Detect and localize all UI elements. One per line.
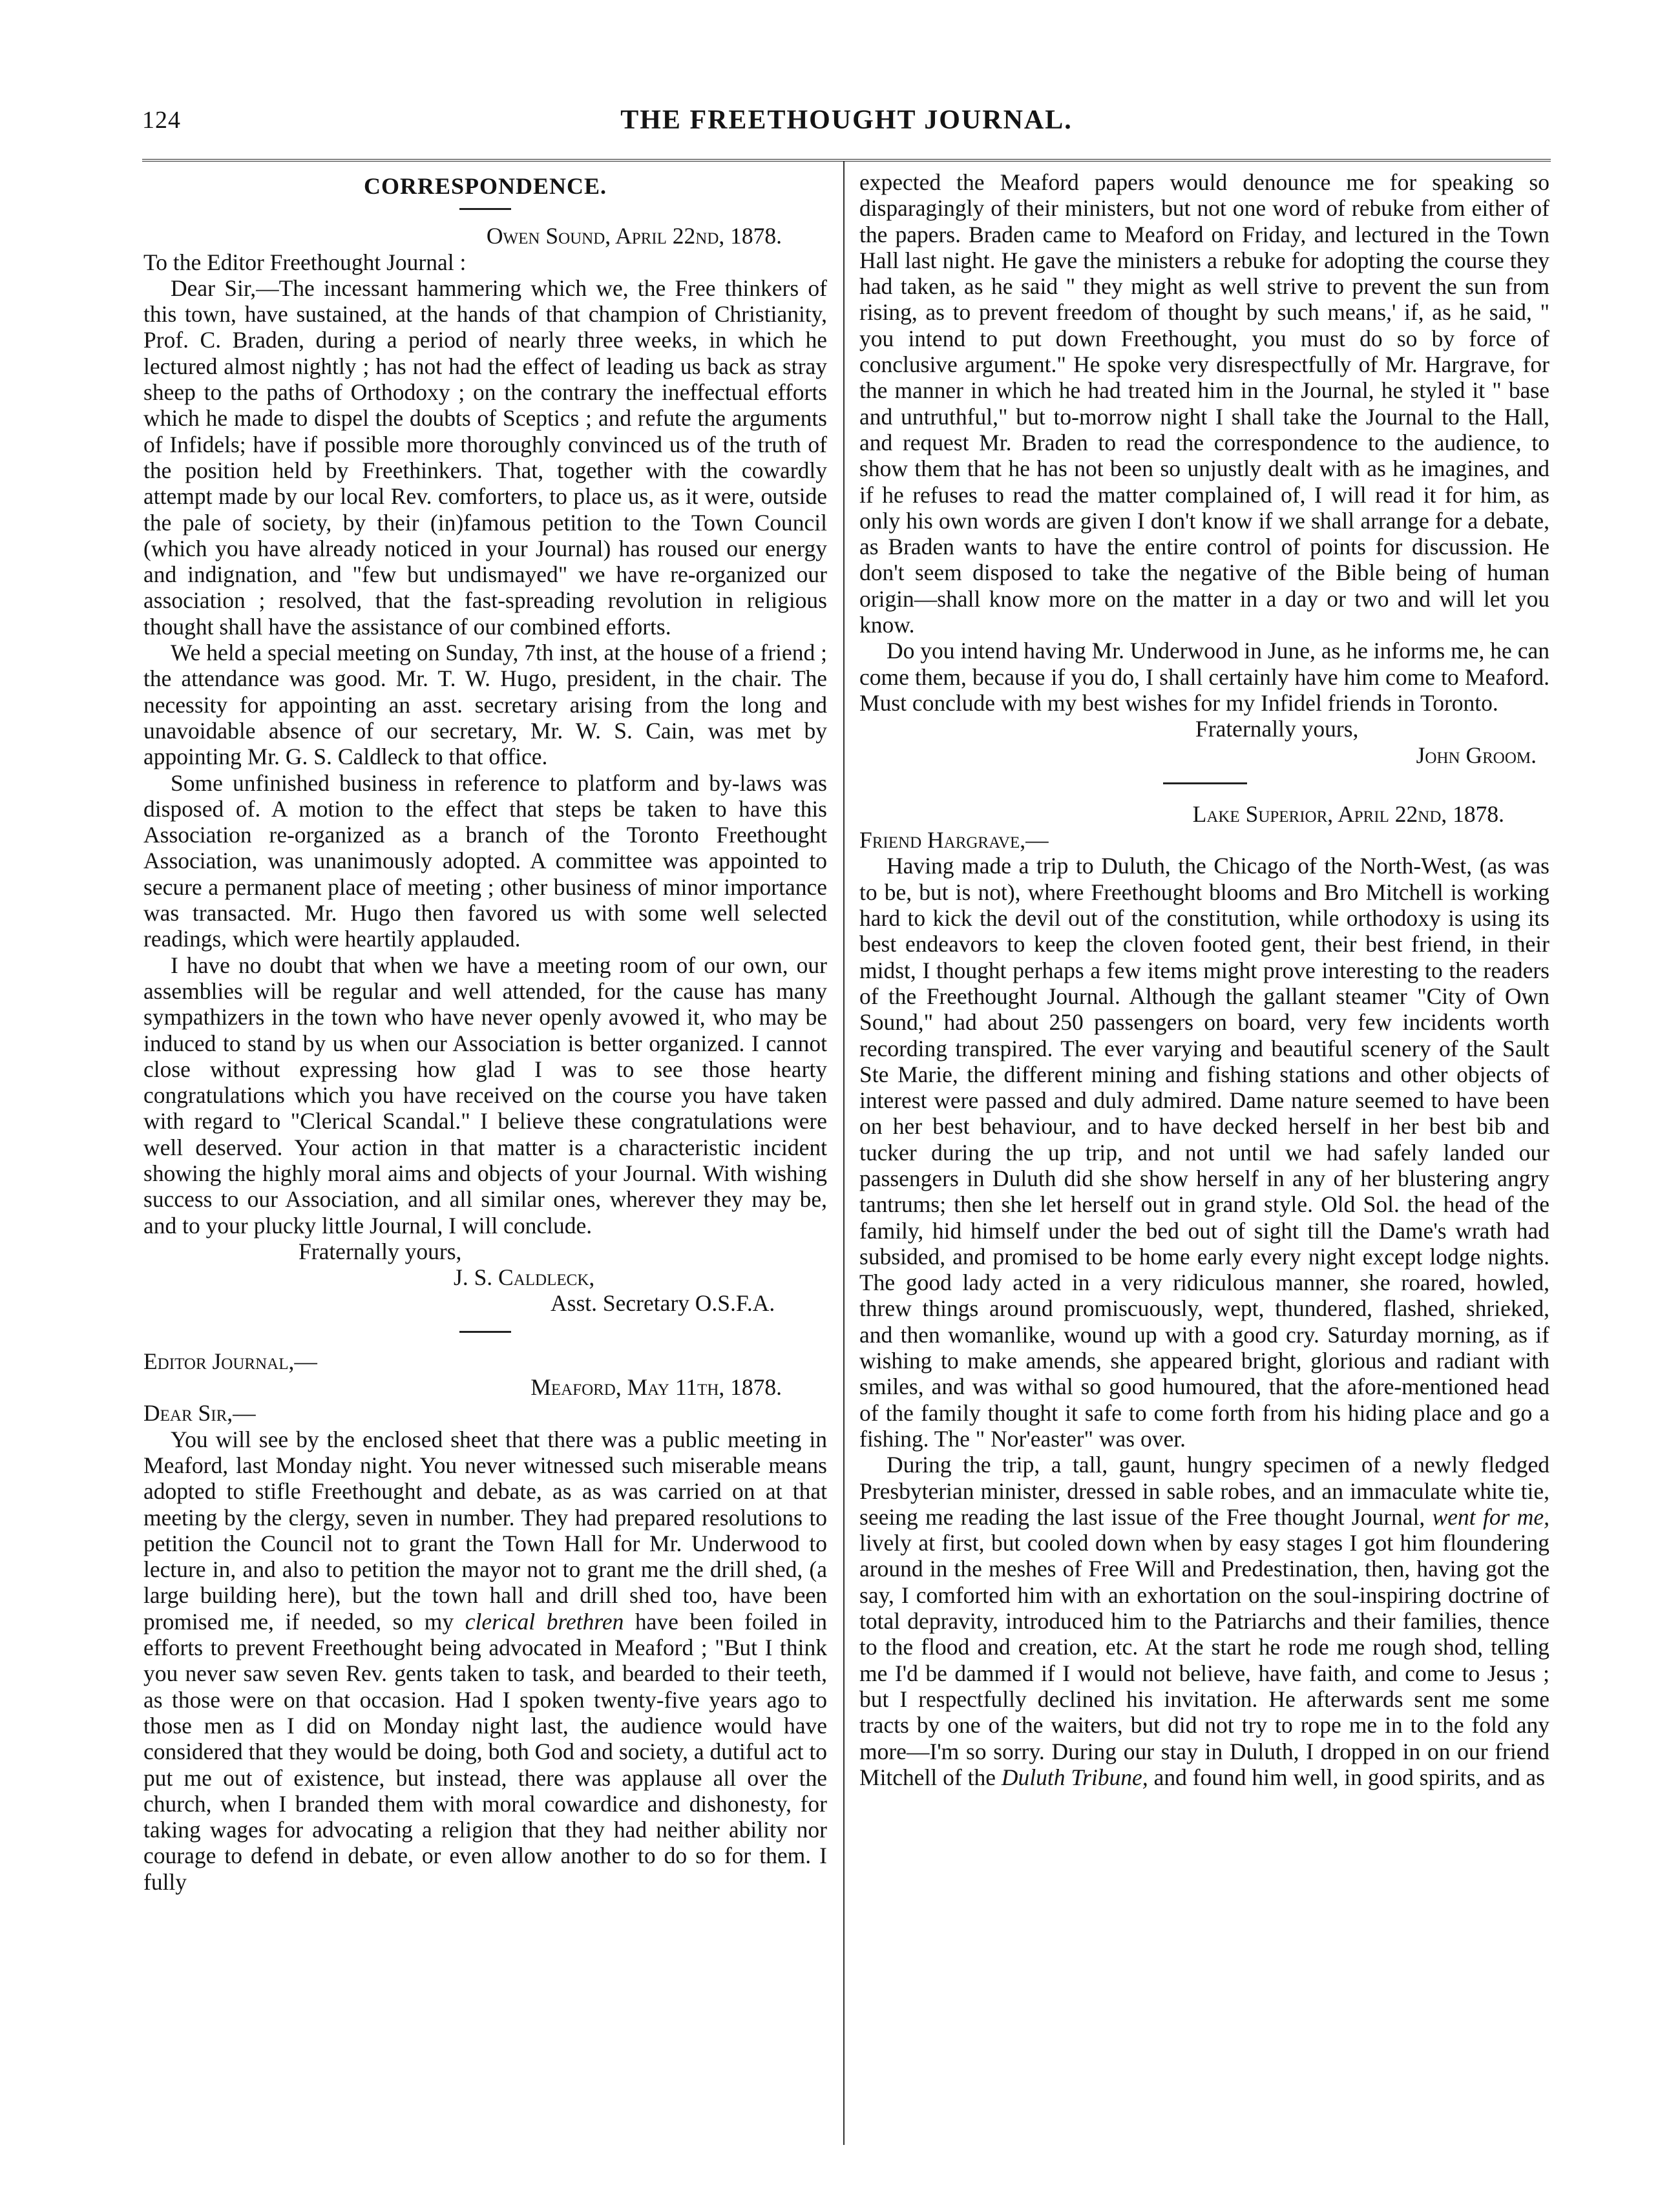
letter-meaford-continued <box>859 169 1549 768</box>
signature-title: Asst. Secretary O.S.F.A. <box>551 1290 775 1317</box>
journal-title: THE FREETHOUGHT JOURNAL. <box>620 105 1073 135</box>
dateline: Owen Sound, April 22nd, 1878. <box>486 223 782 249</box>
italic-text: went for me, <box>1432 1503 1549 1530</box>
letter-owen-sound <box>143 223 827 1316</box>
left-column <box>143 169 827 1895</box>
text-run: and found him well, in good spirits, and as <box>1148 1764 1545 1790</box>
page-number: 124 <box>142 107 181 134</box>
salutation: Friend Hargrave,— <box>859 827 1049 853</box>
salutation: Editor Journal,— <box>143 1348 317 1374</box>
signoff: Fraternally yours, <box>1195 716 1359 742</box>
paragraph: Dear Sir,—The incessant hammering which we, the Free thinkers of this town, have sustained, at the hands of that champion of Christianity, Prof. C. Braden, during a period of nearly three weeks, in which he lectured almost nightly ; has not had the effect of leading us back as stray sheep to the paths of Orthodoxy ; on the contrary the ineffectual efforts which he made to dispel the doubts of Sceptics ; and refute the arguments of Infidels; have if possible more thoroughly convinced us of the truth of the position held by Freethinkers. That, together with the cowardly attempt made by our local Rev. comforters, to place us, as it were, outside the pale of society, by their (in)famous petition to the Town Council (which you have already noticed in your Journal) has roused our energy and indignation, and "few but undismayed" we have re-organized our association ; resolved, that the fast-spreading revolution in religious thought shall have the assistance of our combined efforts. <box>143 275 827 640</box>
paragraph: Do you intend having Mr. Underwood in June, as he informs me, he can come them, because if you do, I shall certainly have him come to Meaford. Must conclude with my best wishes for my Infidel friends in Toronto. <box>859 638 1549 716</box>
signoff: Fraternally yours, <box>299 1238 462 1264</box>
section-rule <box>459 208 511 210</box>
letter-separator <box>1163 782 1247 784</box>
italic-text: clerical brethren <box>465 1608 624 1635</box>
text-run: You will see by the enclosed sheet that there was a public meeting in Meaford, last Monday night. You never witnessed such miserable means adopted to stifle Freethought and debate, as as was carried on at that meeting by the clergy, seven in number. They had prepared resolutions to petition the Council not to grant the Town Hall for Mr. Underwood to lecture in, and also to petition the mayor not to grant me the drill shed, (a large building here), but the town hall and drill shed too, have been promised me, if needed, so my <box>143 1426 827 1635</box>
letter-lake-superior <box>859 801 1549 1790</box>
greeting: Dear Sir,— <box>143 1400 256 1427</box>
paragraph: Having made a trip to Duluth, the Chicago of the North-West, (as was to be, but is not), where Freethought blooms and Bro Mitchell is working hard to kick the devil out of the constitution, while orthodoxy is using its best endeavors to keep the cloven footed gent, their best friend, in their midst, I thought perhaps a few items might prove interesting to the readers of the Freethought Journal. Although the gallant steamer "City of Own Sound," had about 250 passengers on board, very few incidents worth recording transpired. The ever varying and beautiful scenery of the Sault Ste Marie, the different mining and fishing stations and other objects of interest were passed and duly admired. Dame nature seemed to have been on her best behaviour, and to have decked herself in her best bib and tucker during the up trip, and not until we had safely landed our passengers in Duluth did she show herself in any of her blustering angry tantrums; then she let herself out in grand style. Old Sol. the head of the family, hid himself under the bed out of sight till the Dame's wrath had subsided, and promised to be home early every night except lodge nights. The good lady acted in a very ridiculous manner, she roared, howled, threw things around promiscuously, wept, thundered, flashed, shrieked, and then womanlike, wound up with a good cry. Saturday morning, as if wishing to make amends, she appeared bright, glorious and radiant with smiles, and was withal so good humoured, that the afore-mentioned head of the family thought it safe to come forth from his hiding place and go a fishing. The " Nor'easter" was over. <box>859 853 1549 1452</box>
paragraph: Some unfinished business in reference to platform and by-laws was disposed of. A motion to the effect that steps be taken to have this Association re-organized as a branch of the Toronto Freethought Association, was unanimously adopted. A committee was appointed to secure a permanent place of meeting ; other business of minor importance was transacted. Mr. Hugo then favored us with some well selected readings, which were heartily applauded. <box>143 769 827 952</box>
right-column <box>859 169 1549 1790</box>
paragraph <box>859 1452 1549 1790</box>
header-rule <box>142 159 1551 162</box>
letter-separator <box>459 1331 511 1333</box>
text-run: During the trip, a tall, gaunt, hungry specimen of a newly fledged Presbyterian minister, dressed in sable robes, and an immaculate white tie, seeing me reading the last issue of the Free thought Journal, <box>859 1452 1549 1530</box>
paragraph <box>143 1427 827 1895</box>
dateline: Meaford, May 11th, 1878. <box>530 1374 782 1401</box>
text-run: have been foiled in efforts to prevent Freethought being advocated in Meaford ; "But I think you never saw seven Rev. gents taken to task, and bearded to their teeth, as those were on that occasion. Had I spoken twenty-five years ago to those men as I did on Monday night last, the audience would have considered that they would be doing, both God and society, a dutiful act to put me out of existence, but instead, there was applause all over the church, when I branded them with moral cowardice and dishonesty, for taking wages for advocating a religion that they had neither ability nor courage to defend in debate, or even allow another to do so for them. I fully <box>143 1608 827 1895</box>
paragraph: I have no doubt that when we have a meeting room of our own, our assemblies will be regular and well attended, for the cause has many sympathizers in the town who have never openly avowed it, who may be induced to stand by us when our Association is better organized. I cannot close without expressing how glad I was to see those hearty congratulations which you have received on the course you have taken with regard to "Clerical Scandal." I believe these congratulations were well deserved. Your action in that matter is a characteristic incident showing the highly moral aims and objects of your Journal. With wishing success to our Association, and all similar ones, wherever they may be, and to your plucky little Journal, I will conclude. <box>143 952 827 1239</box>
signature: J. S. Caldleck, <box>454 1264 595 1291</box>
paragraph: We held a special meeting on Sunday, 7th inst, at the house of a friend ; the attendance was good. Mr. T. W. Hugo, president, in the chair. The necessity for appointing an asst. secretary arising from the long and unavoidable absence of our secretary, Mr. W. S. Cain, was met by appointing Mr. G. S. Caldleck to that office. <box>143 640 827 770</box>
dateline: Lake Superior, April 22nd, 1878. <box>1192 800 1504 827</box>
paragraph: expected the Meaford papers would denounce me for speaking so disparagingly of their ministers, but not one word of rebuke from either of the papers. Braden came to Meaford on Friday, and lectured in the Town Hall last night. He gave the ministers a rebuke for adopting the course they had taken, as he said " they might as well strive to prevent the sun from rising, as to prevent freedom of thought by such means,' if, as he said, " you intend to put down Freethought, you must do so by force of conclusive argument." He spoke very disrespectfully of Mr. Hargrave, for the manner in which he had treated him in the Journal, he styled it " base and untruthful," but to-morrow night I shall take the Journal to the Hall, and request Mr. Braden to read the correspondence to the audience, to show them that he has not been so unjustly dealt with as he imagines, and if he refuses to read the matter complained of, I will read it for him, as only his own words are given I don't know if we shall arrange for a debate, as Braden wants to have the entire control of points for discussion. He don't seem disposed to take the negative of the Bible being of human origin—shall know more on the matter in a day or two and will let you know. <box>859 169 1549 638</box>
letter-meaford <box>143 1348 827 1895</box>
signature: John Groom. <box>1416 742 1537 768</box>
page-header <box>142 97 1551 149</box>
salutation: To the Editor Freethought Journal : <box>143 249 467 275</box>
italic-text: Duluth Tribune, <box>1001 1764 1148 1790</box>
text-run: lively at first, but cooled down when by easy stages I got him floundering around in the meshes of Free Will and Predestination, then, having got the say, I comforted him with an exhortation on the soul-inspiring doctrine of total depravity, introduced him to the Patriarchs and their families, thence to the flood and creation, etc. At the start he rode me rough shod, telling me I'd be dammed if I would not believe, have faith, and come to Jesus ; but I respectfully declined his invitation. He afterwards sent me some tracts by one of the waiters, but did not try to rope me in to the fold any more—I'm so sorry. During our stay in Duluth, I dropped in on our friend Mitchell of the <box>859 1530 1549 1790</box>
column-divider <box>843 162 845 2145</box>
section-title: CORRESPONDENCE. <box>363 173 607 199</box>
